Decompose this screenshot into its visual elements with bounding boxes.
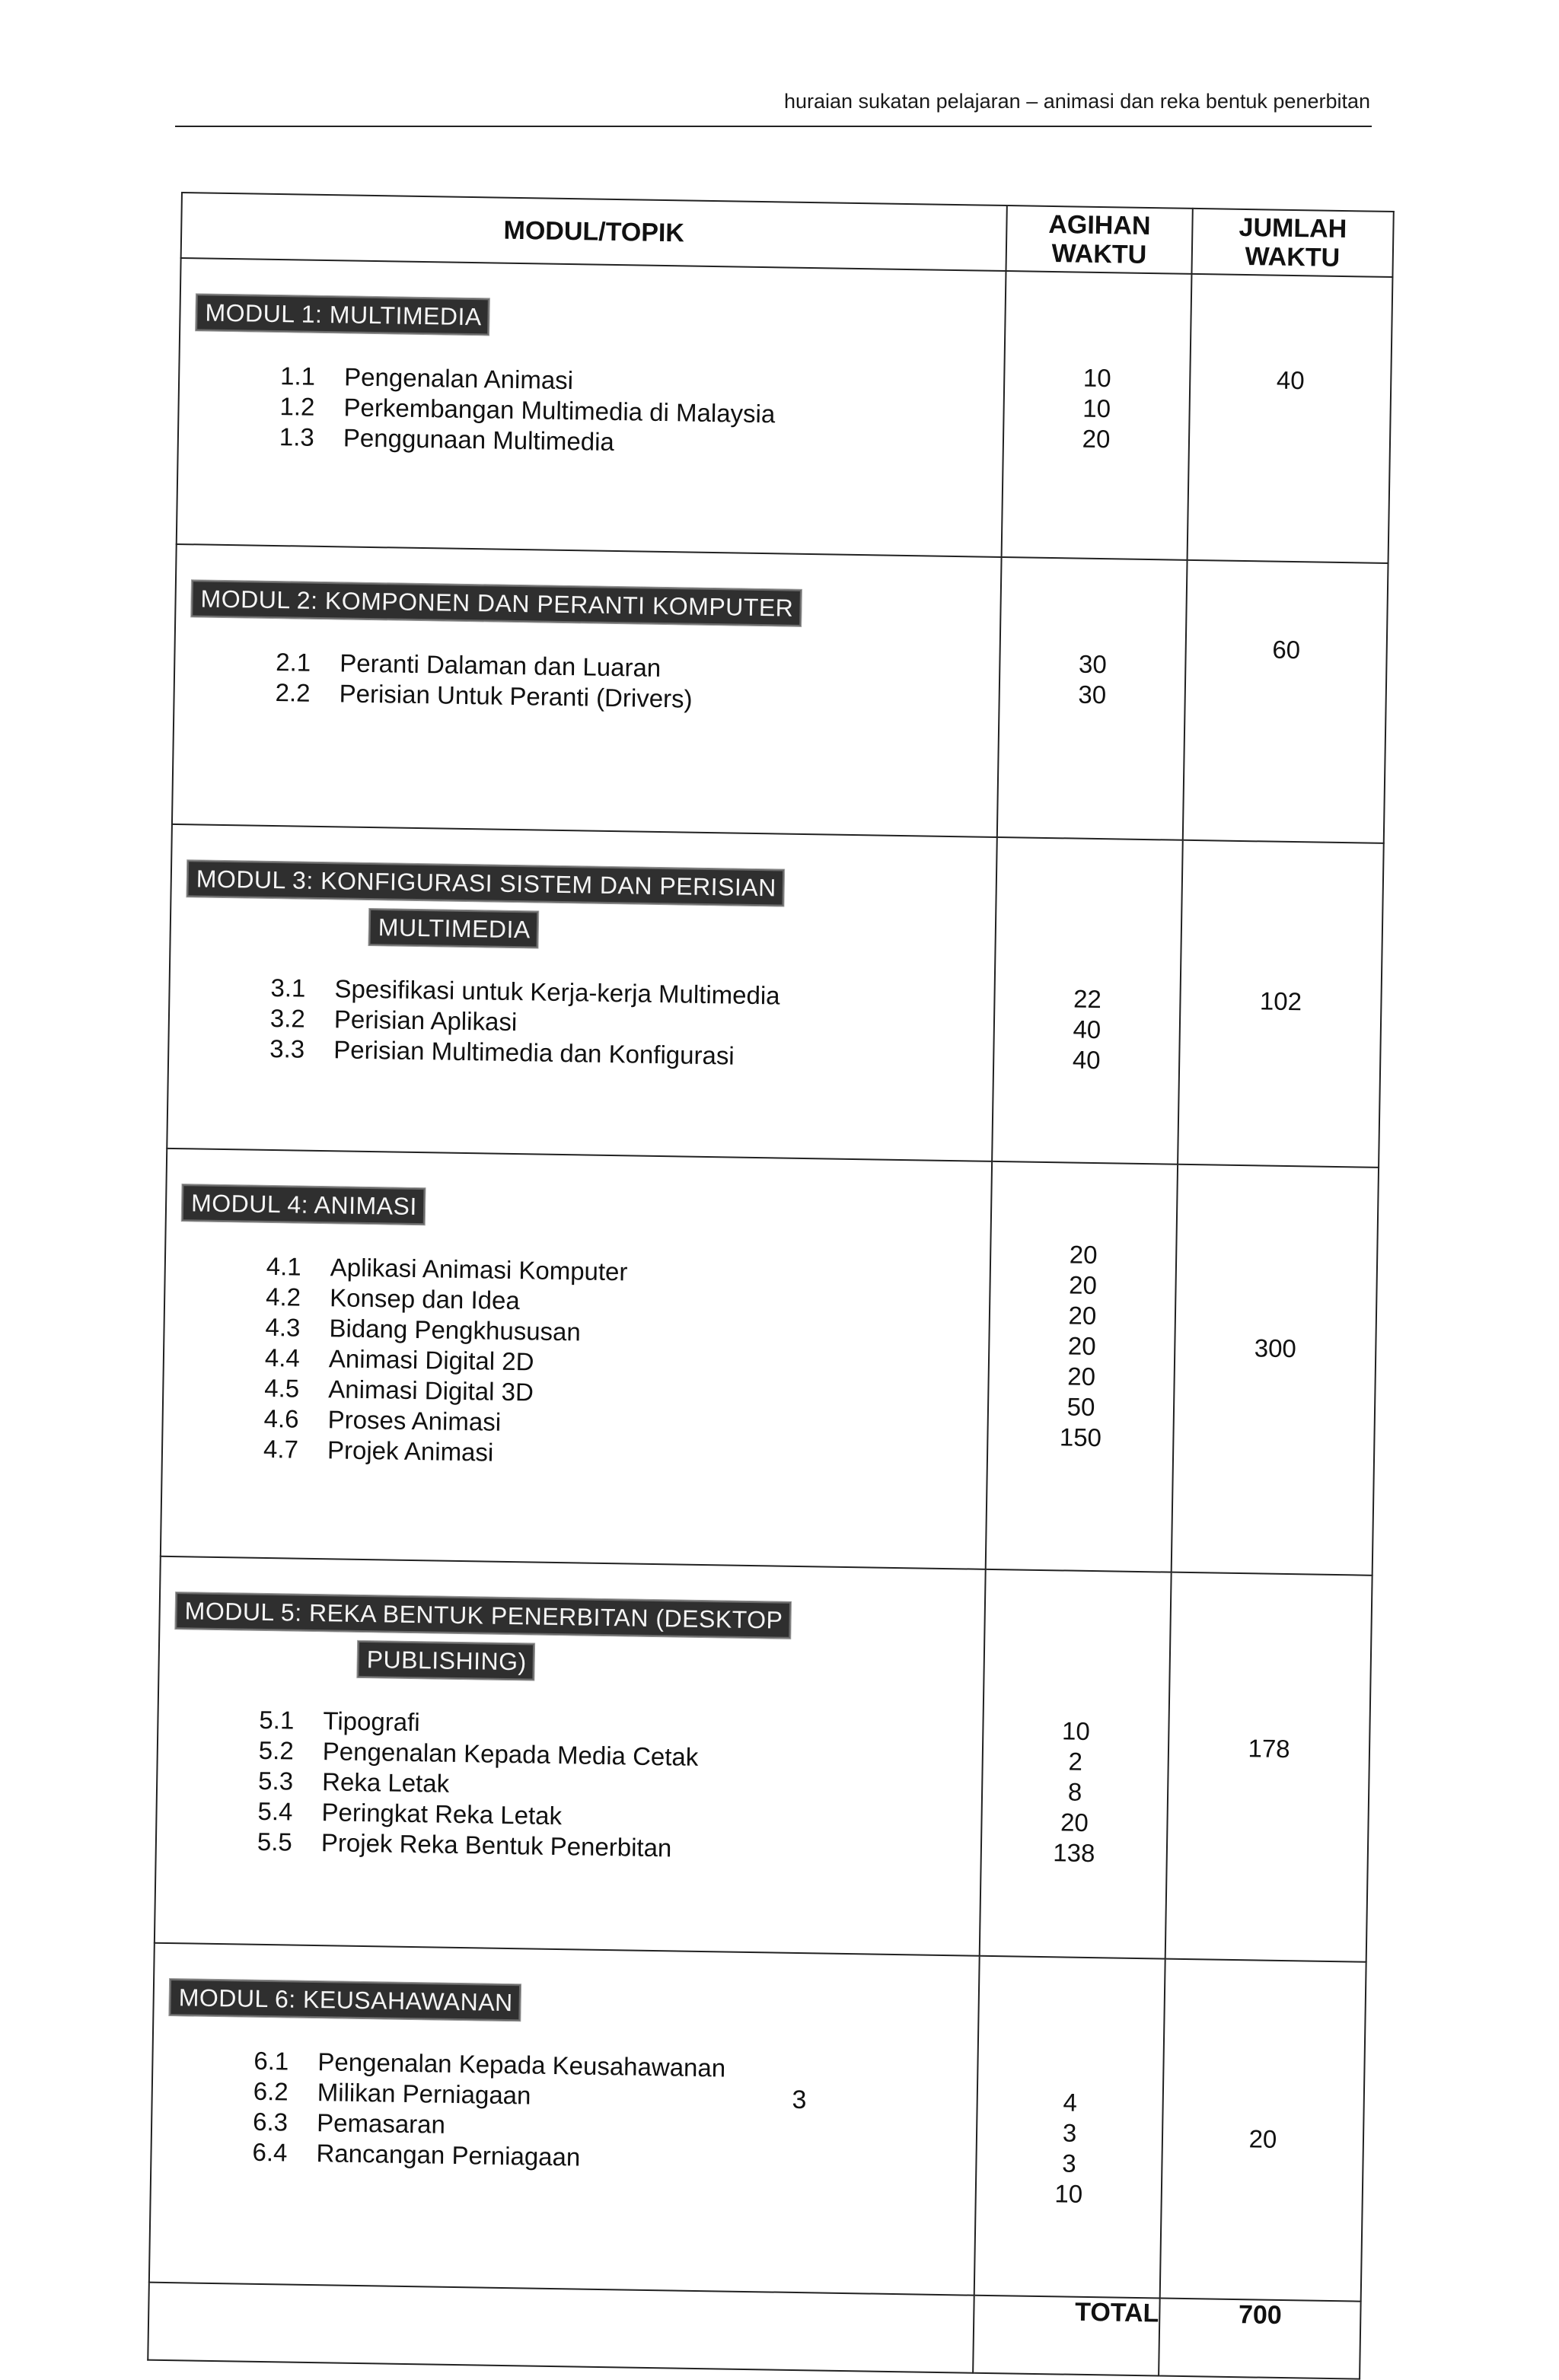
topic-number: 4.7 xyxy=(263,1434,299,1464)
module-topics-cell xyxy=(172,544,1002,837)
topic-name: Aplikasi Animasi Komputer xyxy=(330,1253,628,1286)
allocation-cell xyxy=(1002,271,1192,560)
page-number: 3 xyxy=(792,2085,807,2114)
allocation-cell xyxy=(980,1569,1172,1959)
module-total-cell xyxy=(1160,1959,1366,2302)
module-title: MODUL 6: KEUSAHAWANAN xyxy=(169,1979,521,2021)
topic-number: 5.3 xyxy=(257,1766,294,1795)
module-topics-cell xyxy=(149,1943,980,2296)
header-allocation: AGIHAN WAKTU xyxy=(1006,206,1192,274)
topic-hours: 10 xyxy=(1082,363,1111,393)
allocation-cell xyxy=(992,837,1183,1165)
topic-name: Konsep dan Idea xyxy=(329,1283,521,1315)
header-rule xyxy=(175,126,1372,127)
module-row xyxy=(155,1556,1372,1962)
topic-name: Animasi Digital 2D xyxy=(328,1344,534,1376)
topic-number: 5.2 xyxy=(258,1735,295,1765)
module-total-cell xyxy=(1178,840,1384,1168)
topic-hours: 20 xyxy=(1068,1270,1098,1300)
topic-number: 6.3 xyxy=(252,2107,289,2136)
topic-number: 5.5 xyxy=(257,1827,293,1856)
topic-list xyxy=(263,1251,990,1476)
topic-hours: 20 xyxy=(1068,1301,1097,1330)
module-row xyxy=(149,1943,1366,2302)
topic-name: Perisian Aplikasi xyxy=(333,1005,518,1037)
topic-number: 5.1 xyxy=(259,1705,295,1735)
topic-number: 2.2 xyxy=(275,678,311,707)
topic-hours: 3 xyxy=(1062,2118,1077,2147)
topic-number: 1.3 xyxy=(279,422,315,451)
total-spacer xyxy=(148,2283,974,2373)
topic-name: Rancangan Perniagaan xyxy=(316,2139,581,2171)
topic-number: 4.2 xyxy=(265,1282,301,1311)
allocation-list xyxy=(999,648,1184,712)
module-row xyxy=(177,258,1393,563)
topic-name: Milikan Perniagaan xyxy=(317,2078,531,2110)
topic-number: 6.1 xyxy=(253,2046,289,2076)
topic-name: Proses Animasi xyxy=(327,1405,502,1436)
module-total: 60 xyxy=(1272,635,1301,664)
topic-hours: 150 xyxy=(1059,1423,1102,1452)
running-header: huraian sukatan pelajaran – animasi dan reka bentuk penerbitan xyxy=(783,90,1370,113)
topic-hours: 30 xyxy=(1078,649,1108,679)
module-title: MODUL 4: ANIMASI xyxy=(182,1184,425,1225)
topic-number: 4.4 xyxy=(264,1343,301,1372)
topic-name: Pengenalan Kepada Keusahawanan xyxy=(317,2047,726,2082)
topic-name: Pemasaran xyxy=(316,2108,446,2139)
topic-number: 4.3 xyxy=(265,1312,301,1342)
topic-list xyxy=(269,973,994,1075)
topic-hours: 3 xyxy=(1061,2149,1076,2178)
module-title: MODUL 1: MULTIMEDIA xyxy=(196,294,489,335)
allocation-list xyxy=(994,983,1180,1077)
allocation-list xyxy=(982,1715,1168,1870)
topic-hours: 10 xyxy=(1054,2179,1083,2208)
topic-number: 4.1 xyxy=(266,1251,302,1281)
module-total-cell xyxy=(1188,274,1393,563)
topic-hours: 22 xyxy=(1073,984,1102,1014)
topic-name: Tipografi xyxy=(323,1706,420,1737)
topic-name: Projek Reka Bentuk Penerbitan xyxy=(320,1828,672,1862)
topic-number: 5.4 xyxy=(257,1796,293,1826)
topic-name: Projek Animasi xyxy=(327,1435,494,1467)
topic-hours: 40 xyxy=(1073,1015,1102,1044)
topic-hours: 20 xyxy=(1060,1808,1089,1837)
topic-list xyxy=(257,1705,983,1869)
module-total-cell xyxy=(1183,560,1388,843)
topic-hours: 20 xyxy=(1067,1362,1096,1391)
allocation-cell xyxy=(997,557,1188,840)
syllabus-sheet xyxy=(147,192,1393,2380)
topic-list xyxy=(275,647,999,719)
header-total-time: JUMLAH WAKTU xyxy=(1191,209,1393,277)
module-rows xyxy=(149,258,1393,2302)
allocation-cell xyxy=(986,1161,1178,1572)
module-title: MODUL 2: KOMPONEN DAN PERANTI KOMPUTER xyxy=(191,580,801,626)
topic-number: 6.4 xyxy=(252,2137,288,2167)
topic-name: Spesifikasi untuk Kerja-kerja Multimedia xyxy=(334,974,780,1010)
allocation-list xyxy=(988,1238,1175,1454)
module-total: 40 xyxy=(1276,365,1305,395)
module-topics-cell xyxy=(161,1149,992,1569)
topic-name: Perkembangan Multimedia di Malaysia xyxy=(343,393,776,429)
module-title-continuation: PUBLISHING) xyxy=(357,1641,534,1681)
topic-name: Bidang Pengkhususan xyxy=(329,1314,582,1346)
grand-total-value: 700 xyxy=(1159,2299,1361,2379)
grand-total-label: TOTAL xyxy=(973,2296,1160,2376)
topic-name: Pengenalan Animasi xyxy=(343,362,574,395)
header-module-topic: MODUL/TOPIK xyxy=(181,193,1007,271)
module-title: MODUL 5: REKA BENTUK PENERBITAN (DESKTOP xyxy=(175,1592,790,1639)
topic-name: Animasi Digital 3D xyxy=(328,1375,534,1407)
module-topics-cell xyxy=(167,824,997,1161)
topic-name: Perisian Untuk Peranti (Drivers) xyxy=(339,679,693,713)
topic-hours: 10 xyxy=(1061,1716,1091,1745)
topic-name: Peranti Dalaman dan Luaran xyxy=(340,648,662,682)
module-row xyxy=(167,824,1383,1168)
topic-hours: 20 xyxy=(1069,1240,1098,1270)
topic-name: Penggunaan Multimedia xyxy=(343,423,615,456)
module-row xyxy=(161,1149,1379,1576)
topic-list xyxy=(279,361,1004,464)
topic-hours: 30 xyxy=(1078,680,1107,709)
topic-number: 3.1 xyxy=(270,973,306,1002)
module-title-continuation: MULTIMEDIA xyxy=(368,909,538,948)
topic-number: 2.1 xyxy=(276,648,311,677)
allocation-cell xyxy=(974,1956,1165,2299)
module-total: 178 xyxy=(1248,1734,1290,1763)
topic-number: 6.2 xyxy=(253,2076,289,2106)
topic-hours: 40 xyxy=(1072,1045,1101,1075)
module-total-cell xyxy=(1172,1165,1379,1576)
topic-number: 4.6 xyxy=(263,1403,299,1433)
topic-name: Reka Letak xyxy=(321,1767,450,1798)
topic-hours: 138 xyxy=(1053,1838,1095,1868)
topic-hours: 10 xyxy=(1082,393,1111,423)
module-total: 102 xyxy=(1259,986,1302,1016)
module-total: 20 xyxy=(1248,2124,1277,2153)
topic-number: 3.3 xyxy=(269,1034,305,1063)
module-total: 300 xyxy=(1254,1333,1297,1363)
module-title: MODUL 3: KONFIGURASI SISTEM DAN PERISIAN xyxy=(187,860,784,906)
allocation-list xyxy=(1004,362,1190,456)
syllabus-table xyxy=(147,192,1395,2380)
topic-number: 4.5 xyxy=(264,1373,300,1403)
topic-hours: 8 xyxy=(1067,1777,1082,1806)
module-row xyxy=(172,544,1388,843)
topic-hours: 50 xyxy=(1066,1392,1095,1422)
module-topics-cell xyxy=(155,1556,986,1956)
module-topics-cell xyxy=(177,258,1006,557)
module-total-cell xyxy=(1165,1572,1372,1962)
topic-name: Pengenalan Kepada Media Cetak xyxy=(322,1737,699,1771)
topic-hours: 2 xyxy=(1068,1747,1083,1776)
topic-name: Perisian Multimedia dan Konfigurasi xyxy=(333,1035,735,1070)
topic-number: 1.2 xyxy=(279,392,315,421)
topic-hours: 20 xyxy=(1082,424,1111,454)
topic-number: 1.1 xyxy=(279,362,316,390)
topic-hours: 4 xyxy=(1063,2088,1078,2117)
topic-number: 3.2 xyxy=(269,1003,306,1033)
topic-hours: 20 xyxy=(1067,1331,1096,1361)
topic-name: Peringkat Reka Letak xyxy=(321,1798,563,1830)
